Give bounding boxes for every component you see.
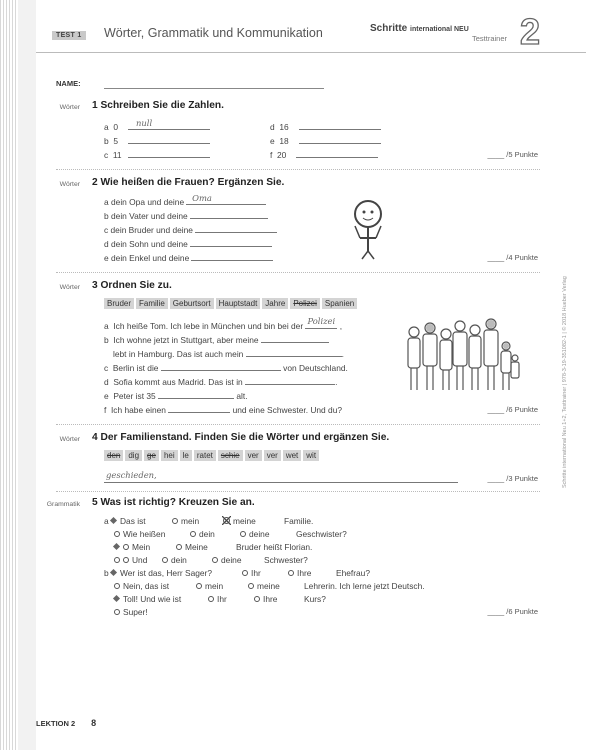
ex2-section: Wörter: [59, 181, 80, 188]
ex3-item-c: c Berlin ist die von Deutschland.: [104, 363, 348, 373]
copyright-sidebar: Schritte international Neu 1+2, Testtrainer | 978-3-19-351082-1 | © 2018 Hueber Verlag: [562, 276, 568, 488]
word-box: Familie: [136, 298, 168, 309]
ex3-item-a: a Ich heiße Tom. Ich lebe in München und bin bei der Polizei ,: [104, 316, 343, 331]
ex5-section: Grammatik: [46, 501, 80, 508]
left-stripe: [0, 0, 18, 750]
syllable-box: hei: [161, 450, 178, 461]
subtitle: Testtrainer: [472, 34, 508, 43]
radio-icon: [190, 531, 196, 537]
ex2-item-d: d dein Sohn und deine: [104, 238, 272, 249]
ex5-option[interactable]: Ihr: [242, 568, 261, 578]
syllable-box: wit: [303, 450, 319, 461]
radio-icon: [212, 557, 218, 563]
radio-icon: [242, 570, 248, 576]
ex5-rest: Ehefrau?: [336, 568, 370, 578]
ex1-item-e: e 18: [270, 135, 381, 146]
ex4-answer-line[interactable]: [104, 482, 458, 483]
brand: [370, 23, 469, 34]
word-box: Hauptstadt: [216, 298, 261, 309]
radio-icon: [172, 518, 178, 524]
ex1-answer-b[interactable]: [128, 135, 210, 144]
ex3-item-b2: lebt in Hamburg. Das ist auch mein .: [113, 349, 344, 359]
ex5-option[interactable]: Meine: [176, 542, 208, 552]
ex5-option[interactable]: deine: [240, 529, 270, 539]
word-box: Geburtsort: [170, 298, 214, 309]
ex5-option[interactable]: mein: [172, 516, 199, 526]
ex5-row: Super!: [114, 607, 148, 617]
radio-icon: [162, 557, 168, 563]
lesson-label: LEKTION 2: [36, 719, 76, 728]
checked-x-icon: [222, 516, 230, 524]
brand-small: international NEU: [410, 26, 469, 33]
ex2-item-b: b dein Vater und deine: [104, 210, 268, 221]
ex3-answer-b2[interactable]: [246, 348, 342, 357]
syllable-box: ver: [245, 450, 262, 461]
ex5-option[interactable]: dein: [190, 529, 215, 539]
ex3-answer-a[interactable]: Polizei: [305, 320, 337, 329]
ex5-option[interactable]: Ihre: [288, 568, 311, 578]
ex1-answer-e[interactable]: [299, 135, 381, 144]
ex5-option[interactable]: Ihr: [208, 594, 227, 604]
ex3-item-f: f Ich habe einen und eine Schwester. Und du?: [104, 405, 343, 415]
syllable-box: dig: [125, 450, 142, 461]
divider: [56, 491, 540, 492]
ex1-answer-d[interactable]: [299, 121, 381, 130]
ex2-answer-c[interactable]: [195, 224, 277, 233]
ex2-answer-d[interactable]: [190, 238, 272, 247]
ex3-item-e: e Peter ist 35 alt.: [104, 391, 248, 401]
ex1-section: Wörter: [59, 104, 80, 111]
ex3-answer-e[interactable]: [158, 390, 234, 399]
speaker-b-icon: [114, 557, 120, 563]
ex1-item-d: d 16: [270, 121, 381, 132]
brand-name: Schritte: [370, 23, 408, 34]
ex5-row: Nein, das ist: [114, 581, 169, 591]
ex5-rest: Familie.: [284, 516, 314, 526]
ex5-option[interactable]: meine: [248, 581, 280, 591]
speaker-a-icon: [110, 517, 117, 524]
divider: [56, 424, 540, 425]
syllable-box-used: ge: [144, 450, 159, 461]
syllable-box-used: schie: [218, 450, 243, 461]
radio-icon: [248, 583, 254, 589]
page-number: 8: [91, 718, 97, 728]
speaker-b-icon: [114, 609, 120, 615]
ex4-points: ____ /3 Punkte: [487, 474, 538, 483]
ex5-row: Wie heißen: [114, 529, 165, 539]
ex1-points: ____ /5 Punkte: [487, 150, 538, 159]
speaker-a-icon: [113, 595, 120, 602]
ex1-item-f: f 20: [270, 149, 378, 160]
ex3-item-d: d Sofia kommt aus Madrid. Das ist in .: [104, 377, 338, 387]
ex3-answer-c[interactable]: [161, 362, 281, 371]
ex5-rest: Bruder heißt Florian.: [236, 542, 313, 552]
ex2-answer-e[interactable]: [191, 252, 273, 261]
radio-icon: [254, 596, 260, 602]
syllable-box: ver: [264, 450, 281, 461]
ex3-answer-f[interactable]: [168, 404, 230, 413]
ex5-option-checked[interactable]: meine: [222, 516, 256, 526]
page-title: Wörter, Grammatik und Kommunikation: [104, 26, 323, 40]
ex4-syllable-bank: [104, 450, 319, 461]
speaker-b-icon: [114, 531, 120, 537]
ex1-item-a: a 0 null: [104, 121, 210, 132]
name-label: NAME:: [56, 79, 81, 88]
ex5-points: ____ /6 Punkte: [487, 607, 538, 616]
lesson-number: 2: [520, 11, 541, 52]
name-field[interactable]: [104, 88, 324, 89]
ex1-answer-c[interactable]: [128, 149, 210, 158]
divider: [56, 169, 540, 170]
family-illustration: [402, 318, 520, 394]
word-box: Spanien: [322, 298, 357, 309]
ex4-section: Wörter: [59, 436, 80, 443]
ex3-points: ____ /6 Punkte: [487, 405, 538, 414]
ex1-item-c: c 11: [104, 149, 210, 160]
ex5-option[interactable]: mein: [196, 581, 223, 591]
ex5-rest: Kurs?: [304, 594, 326, 604]
radio-icon: [208, 596, 214, 602]
ex3-section: Wörter: [59, 284, 80, 291]
ex3-answer-d[interactable]: [245, 376, 335, 385]
syllable-box: le: [180, 450, 192, 461]
ex3-title: 3 Ordnen Sie zu.: [92, 280, 172, 291]
ex2-answer-b[interactable]: [190, 210, 268, 219]
ex3-word-bank: [104, 298, 357, 309]
ex5-title: 5 Was ist richtig? Kreuzen Sie an.: [92, 497, 255, 508]
ex5-option[interactable]: Ihre: [254, 594, 277, 604]
ex1-title: 1 Schreiben Sie die Zahlen.: [92, 100, 224, 111]
ex1-item-b: b 5: [104, 135, 210, 146]
radio-icon: [123, 557, 129, 563]
ex5-option[interactable]: dein: [162, 555, 187, 565]
divider: [56, 272, 540, 273]
speaker-a-icon: [113, 543, 120, 550]
footer: [36, 718, 96, 728]
ex5-row: a Das ist: [104, 516, 146, 526]
ex2-item-e: e dein Enkel und deine: [104, 252, 273, 263]
syllable-box-used: den: [104, 450, 123, 461]
ex5-rest: Schwester?: [264, 555, 308, 565]
radio-icon: [176, 544, 182, 550]
ex5-row: b Wer ist das, Herr Sager?: [104, 568, 213, 578]
ex2-answer-a[interactable]: Oma: [186, 196, 266, 205]
word-box-used: Polizei: [290, 298, 320, 309]
ex2-points: ____ /4 Punkte: [487, 253, 538, 262]
word-box: Jahre: [262, 298, 288, 309]
left-margin: [18, 0, 36, 750]
syllable-box: ratet: [194, 450, 216, 461]
ex2-item-a: a dein Opa und deine Oma: [104, 196, 266, 207]
test-label: TEST 1: [52, 31, 86, 40]
ex5-row: Mein: [114, 542, 150, 552]
ex3-item-b: b Ich wohne jetzt in Stuttgart, aber meine: [104, 334, 329, 345]
ex5-rest: Geschwister?: [296, 529, 347, 539]
ex1-answer-a[interactable]: null: [128, 121, 210, 130]
speaker-b-icon: [114, 583, 120, 589]
header-divider: [36, 52, 586, 53]
ex5-option[interactable]: deine: [212, 555, 242, 565]
ex5-row: Toll! Und wie ist: [114, 594, 181, 604]
ex2-title: 2 Wie heißen die Frauen? Ergänzen Sie.: [92, 177, 285, 188]
radio-icon: [123, 544, 129, 550]
speaker-a-icon: [110, 569, 117, 576]
female-symbol-illustration: [348, 196, 388, 262]
radio-icon: [288, 570, 294, 576]
ex2-item-c: c dein Bruder und deine: [104, 224, 277, 235]
ex1-answer-f[interactable]: [296, 149, 378, 158]
word-box: Bruder: [104, 298, 134, 309]
ex4-title: 4 Der Familienstand. Finden Sie die Wörter und ergänzen Sie.: [92, 432, 390, 443]
radio-icon: [240, 531, 246, 537]
syllable-box: wet: [283, 450, 301, 461]
radio-icon: [196, 583, 202, 589]
ex4-answer: geschieden,: [106, 470, 157, 480]
ex3-answer-b1[interactable]: [261, 334, 329, 343]
ex5-rest: Lehrerin. Ich lerne jetzt Deutsch.: [304, 581, 425, 591]
ex5-row: Und: [114, 555, 147, 565]
